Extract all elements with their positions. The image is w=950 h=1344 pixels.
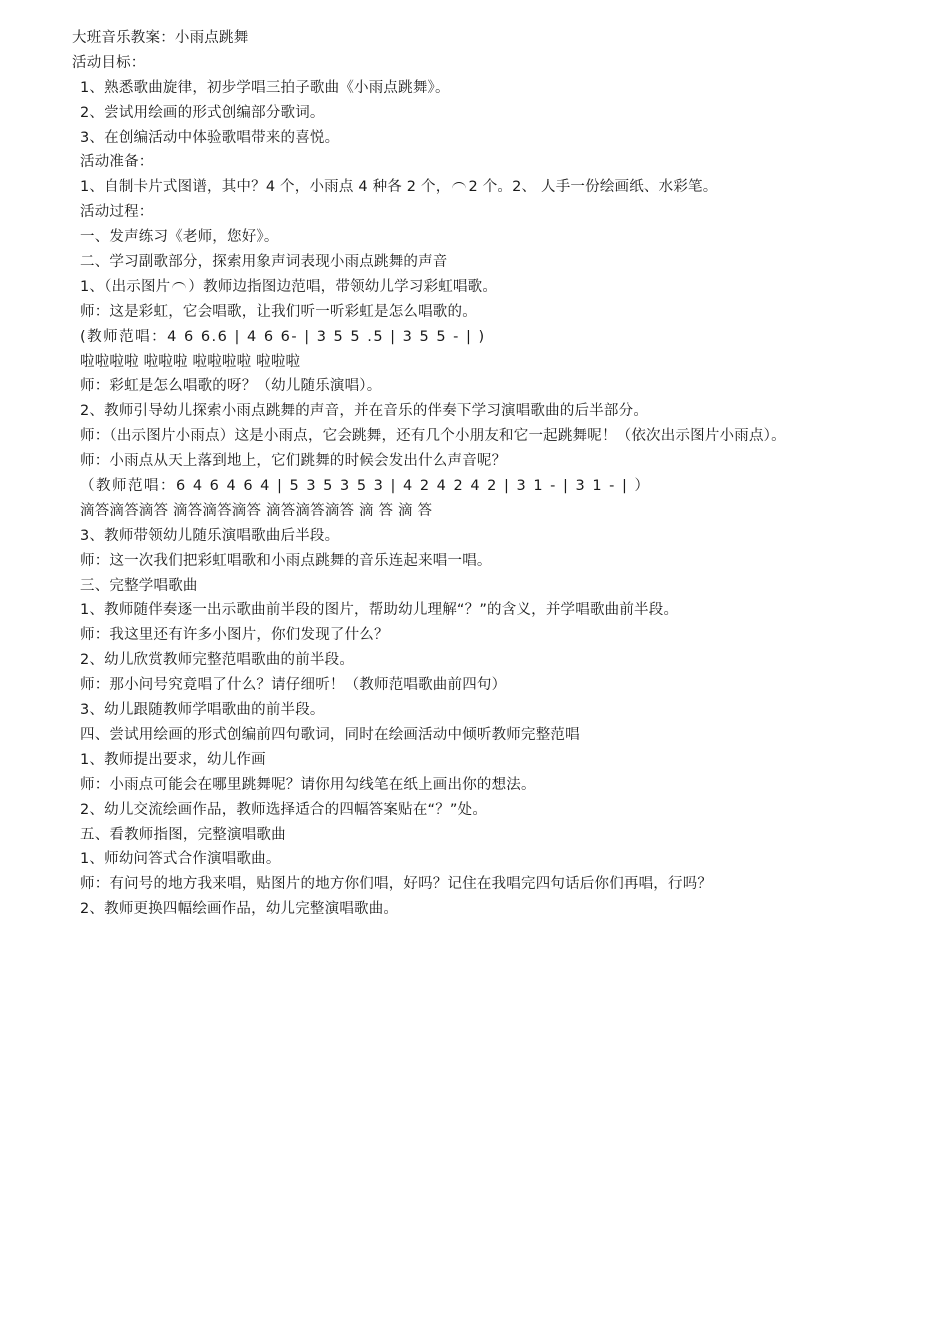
step-2-item-1 <box>72 275 932 300</box>
step-4-item-2: 2、幼儿交流绘画作品，教师选择适合的四幅答案贴在“？”处。 <box>80 801 488 818</box>
step-4-item-1: 1、教师提出要求，幼儿作画 <box>80 751 266 768</box>
teacher-line: 师：小雨点从天上落到地上，它们跳舞的时候会发出什么声音呢？ <box>80 453 507 470</box>
goal-item-2: 2、尝试用绘画的形式创编部分歌词。 <box>80 104 325 121</box>
step-5-item-2: 2、教师更换四幅绘画作品，幼儿完整演唱歌曲。 <box>80 901 399 918</box>
rainbow-arc-icon <box>172 282 186 289</box>
step-2-item-2: 2、教师引导幼儿探索小雨点跳舞的声音，并在音乐的伴奏下学习演唱歌曲的后半部分。 <box>80 403 649 420</box>
goals-heading: 活动目标： <box>72 54 146 71</box>
goal-item-3: 3、在创编活动中体验歌唱带来的喜悦。 <box>80 129 340 146</box>
step-2-item-3: 3、教师带领幼儿随乐演唱歌曲后半段。 <box>80 527 340 544</box>
step-3-item-3: 3、幼儿跟随教师学唱歌曲的前半段。 <box>80 702 325 719</box>
rainbow-arc-icon <box>452 182 466 189</box>
step-5-item-1: 1、师幼问答式合作演唱歌曲。 <box>80 851 281 868</box>
teacher-line: 师：我这里还有许多小图片，你们发现了什么？ <box>80 627 389 644</box>
step-3-heading: 三、完整学唱歌曲 <box>80 577 198 594</box>
step-1-heading: 一、发声练习《老师，您好》。 <box>80 229 279 246</box>
teacher-line: 师：小雨点可能会在哪里跳舞呢？请你用勾线笔在纸上画出你的想法。 <box>80 776 536 793</box>
step-4-heading: 四、尝试用绘画的形式创编前四句歌词，同时在绘画活动中倾听教师完整范唱 <box>80 726 580 743</box>
process-heading: 活动过程： <box>80 204 154 221</box>
prep-heading: 活动准备： <box>80 154 154 171</box>
step-3-item-2: 2、幼儿欣赏教师完整范唱歌曲的前半段。 <box>80 652 355 669</box>
lesson-plan-body <box>72 26 932 922</box>
prep-item-1-text-a: 1、自制卡片式图谱，其中？4 个，小雨点 4 种各 2 个， <box>80 179 451 196</box>
teacher-line: 师：那小问号究竟唱了什么？请仔细听！（教师范唱歌曲前四句） <box>80 677 507 694</box>
step-5-heading: 五、看教师指图，完整演唱歌曲 <box>80 826 286 843</box>
step-3-item-1: 1、教师随伴奏逐一出示歌曲前半段的图片，帮助幼儿理解“？”的含义，并学唱歌曲前半段。 <box>80 602 679 619</box>
teacher-line: 师：这是彩虹，它会唱歌，让我们听一听彩虹是怎么唱歌的。 <box>80 303 477 320</box>
lyrics-line: 滴答滴答滴答 滴答滴答滴答 滴答滴答滴答 滴 答 滴 答 <box>80 502 433 519</box>
goal-item-1: 1、熟悉歌曲旋律，初步学唱三拍子歌曲《小雨点跳舞》。 <box>80 79 450 96</box>
prep-item-1 <box>72 175 932 200</box>
music-notation-line: (教师范唱：4 6 6.6 | 4 6 6- | 3 5 5 .5 | 3 5 5 - | ) <box>80 328 486 345</box>
prep-item-1-text-b: 2 个。2、 人手一份绘画纸、水彩笔。 <box>468 179 718 196</box>
teacher-line: 师：这一次我们把彩虹唱歌和小雨点跳舞的音乐连起来唱一唱。 <box>80 552 492 569</box>
teacher-line: 师：有问号的地方我来唱，贴图片的地方你们唱，好吗？记住在我唱完四句话后你们再唱，行吗？ <box>80 876 713 893</box>
music-notation-line: （教师范唱：6 4 6 4 6 4 | 5 3 5 3 5 3 | 4 2 4 2 4 2 | 3 1 - | 3 1 - | ） <box>80 478 651 495</box>
teacher-line: 师：彩虹是怎么唱歌的呀？（幼儿随乐演唱）。 <box>80 378 382 395</box>
document-title: 大班音乐教案：小雨点跳舞 <box>72 30 249 46</box>
step-2-item-1-text-a: 1、（出示图片 <box>80 278 171 295</box>
step-2-heading: 二、学习副歌部分，探索用象声词表现小雨点跳舞的声音 <box>80 254 448 271</box>
step-2-item-1-text-b: ）教师边指图边范唱，带领幼儿学习彩虹唱歌。 <box>188 278 498 295</box>
teacher-line: 师：（出示图片小雨点）这是小雨点，它会跳舞，还有几个小朋友和它一起跳舞呢！（依次出示图片小雨点）。 <box>80 428 786 445</box>
lyrics-line: 啦啦啦啦 啦啦啦 啦啦啦啦 啦啦啦 <box>80 353 301 370</box>
